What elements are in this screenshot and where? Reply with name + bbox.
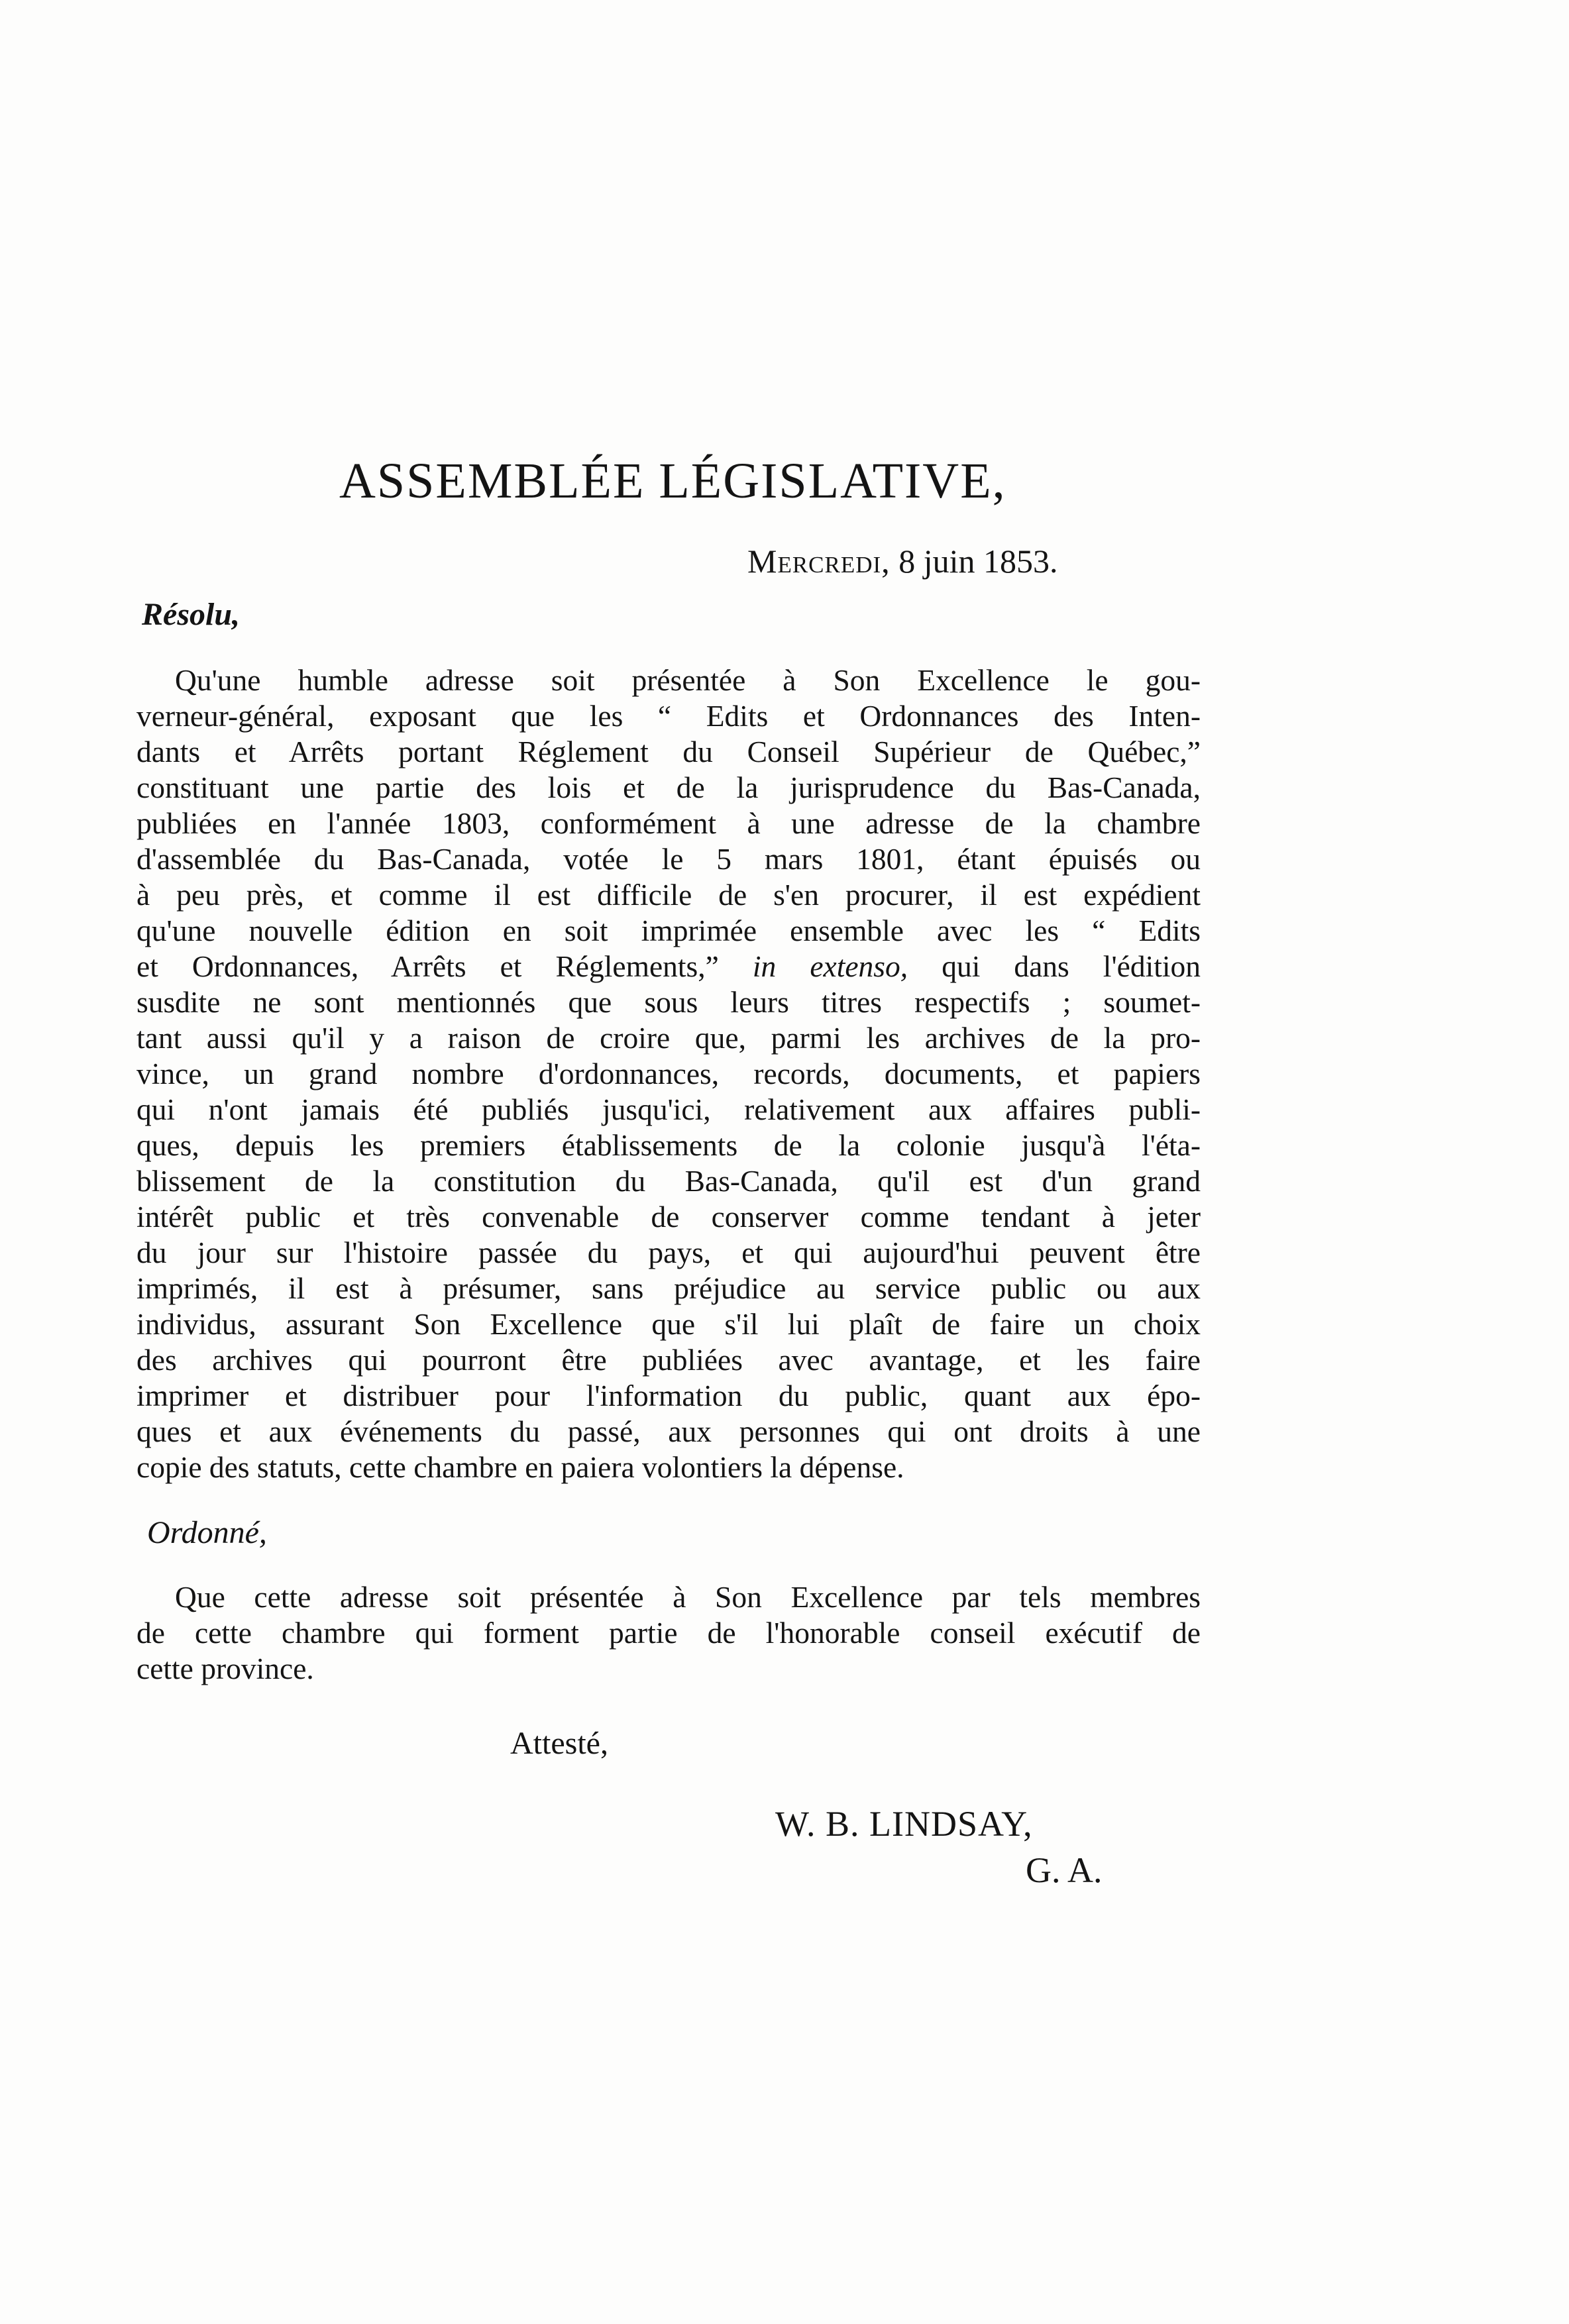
order-paragraph — [136, 1579, 1201, 1687]
in-extenso-text: in extenso, — [752, 949, 908, 983]
resolution-paragraph — [136, 662, 1201, 1485]
resolution-line: verneur-général, exposant que les “ Edits et Ordonnances des Inten- — [136, 699, 1201, 733]
date-text: 8 juin 1853. — [898, 543, 1058, 580]
order-line: de cette chambre qui forment partie de l'honorable conseil exécutif de — [136, 1616, 1201, 1650]
resolu-label: Résolu, — [142, 597, 241, 632]
order-line: Que cette adresse soit présentée à Son Excellence par tels membres — [175, 1580, 1201, 1614]
resolution-line-with-italic — [136, 949, 1201, 984]
signatory-name: W. B. LINDSAY, — [775, 1804, 1033, 1844]
resolution-line: du jour sur l'histoire passée du pays, et qui aujourd'hui peuvent être — [136, 1236, 1201, 1269]
order-line: cette province. — [136, 1652, 314, 1685]
resolution-line: d'assemblée du Bas-Canada, votée le 5 mars 1801, étant épuisés ou — [136, 842, 1201, 876]
resolution-line: susdite ne sont mentionnés que sous leurs titres respectifs ; soumet- — [136, 985, 1201, 1019]
resolution-line: qui n'ont jamais été publiés jusqu'ici, relativement aux affaires publi- — [136, 1092, 1201, 1126]
resolution-line: individus, assurant Son Excellence que s'il lui plaît de faire un choix — [136, 1307, 1201, 1341]
resolution-line: à peu près, et comme il est difficile de s'en procurer, il est expédient — [136, 878, 1201, 912]
resolution-line: ques et aux événements du passé, aux personnes qui ont droits à une — [136, 1414, 1201, 1448]
resolution-line: intérêt public et très convenable de conserver comme tendant à jeter — [136, 1200, 1201, 1234]
ordonne-label: Ordonné, — [147, 1515, 267, 1550]
resolution-line: tant aussi qu'il y a raison de croire que, parmi les archives de la pro- — [136, 1021, 1201, 1055]
resolution-line: publiées en l'année 1803, conformément à une adresse de la chambre — [136, 806, 1201, 840]
resolution-line: qu'une nouvelle édition en soit imprimée ensemble avec les “ Edits — [136, 914, 1201, 947]
resolution-line-head: et Ordonnances, Arrêts et Réglements,” — [136, 949, 719, 983]
date-day: Mercredi, — [747, 543, 891, 580]
resolution-line: vince, un grand nombre d'ordonnances, records, documents, et papiers — [136, 1057, 1201, 1090]
date-line — [747, 545, 1057, 578]
resolution-line: ques, depuis les premiers établissements de la colonie jusqu'à l'éta- — [136, 1128, 1201, 1162]
resolution-line: imprimer et distribuer pour l'information du public, quant aux épo- — [136, 1379, 1201, 1412]
resolution-line: constituant une partie des lois et de la jurisprudence du Bas-Canada, — [136, 770, 1201, 804]
resolution-line: imprimés, il est à présumer, sans préjudice au service public ou aux — [136, 1271, 1201, 1305]
resolution-line: des archives qui pourront être publiées avec avantage, et les faire — [136, 1343, 1201, 1377]
resolution-line: blissement de la constitution du Bas-Canada, qu'il est d'un grand — [136, 1164, 1201, 1198]
document-title: ASSEMBLÉE LÉGISLATIVE, — [339, 453, 1006, 509]
resolution-line-tail: qui dans l'édition — [942, 949, 1201, 983]
signatory-title: G. A. — [1026, 1850, 1103, 1890]
resolution-line: copie des statuts, cette chambre en paiera volontiers la dépense. — [136, 1450, 904, 1484]
resolution-line: dants et Arrêts portant Réglement du Conseil Supérieur de Québec,” — [136, 735, 1201, 768]
resolution-line: Qu'une humble adresse soit présentée à Son Excellence le gou- — [175, 663, 1201, 697]
attest-label: Attesté, — [510, 1726, 608, 1761]
